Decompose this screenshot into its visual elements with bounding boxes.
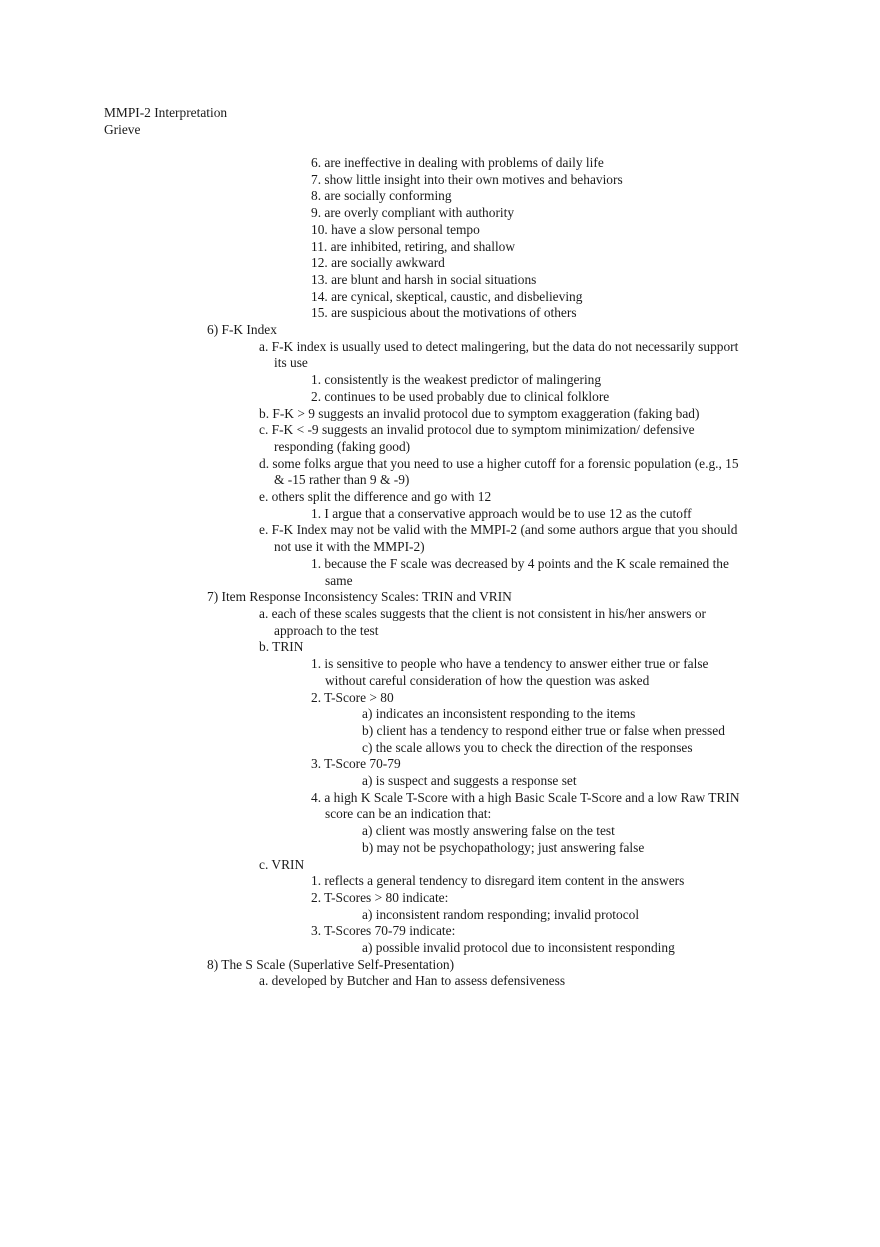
outline-line: its use: [274, 355, 308, 371]
outline-line: c. VRIN: [259, 856, 305, 872]
outline-line: approach to the test: [274, 622, 379, 638]
outline-line: 7) Item Response Inconsistency Scales: TRIN and VRIN: [207, 589, 512, 605]
outline-line: a) is suspect and suggests a response set: [362, 773, 577, 789]
document-title: MMPI-2 Interpretation: [104, 105, 228, 120]
outline-line: 1. consistently is the weakest predictor of malingering: [311, 372, 602, 388]
outline-line: a. developed by Butcher and Han to assess defensiveness: [259, 973, 566, 989]
outline-line: a) indicates an inconsistent responding to the items: [362, 706, 636, 722]
outline-line: b. F-K > 9 suggests an invalid protocol due to symptom exaggeration (faking bad): [259, 405, 700, 421]
outline-line: a) client was mostly answering false on the test: [362, 823, 615, 839]
outline-line: not use it with the MMPI-2): [274, 539, 425, 555]
outline-line: 2. continues to be used probably due to clinical folklore: [311, 388, 610, 404]
outline-line: 1. is sensitive to people who have a tendency to answer either true or false: [311, 656, 709, 672]
outline-line: 8. are socially conforming: [311, 188, 452, 204]
document-author: Grieve: [104, 122, 141, 137]
outline-line: responding (faking good): [274, 438, 411, 454]
outline-line: & -15 rather than 9 & -9): [274, 472, 410, 488]
outline-line: e. others split the difference and go with 12: [259, 489, 492, 505]
outline-line: b) may not be psychopathology; just answering false: [362, 839, 645, 855]
outline-line: b) client has a tendency to respond either true or false when pressed: [362, 722, 725, 738]
outline-line: 11. are inhibited, retiring, and shallow: [311, 238, 516, 254]
outline-line: 6) F-K Index: [207, 322, 277, 338]
outline-line: same: [325, 572, 353, 588]
outline-line: 12. are socially awkward: [311, 255, 445, 271]
outline-line: 4. a high K Scale T-Score with a high Basic Scale T-Score and a low Raw TRIN: [311, 789, 740, 805]
outline-line: score can be an indication that:: [325, 806, 492, 822]
outline-line: without careful consideration of how the question was asked: [325, 672, 650, 688]
outline-content: [0, 155, 880, 990]
outline-line: 9. are overly compliant with authority: [311, 205, 515, 221]
outline-line: 2. T-Scores > 80 indicate:: [311, 889, 449, 905]
outline-line: c. F-K < -9 suggests an invalid protocol due to symptom minimization/ defensive: [259, 422, 695, 438]
outline-line: 14. are cynical, skeptical, caustic, and disbelieving: [311, 288, 583, 304]
outline-line: 1. reflects a general tendency to disregard item content in the answers: [311, 873, 685, 889]
outline-line: a) inconsistent random responding; invalid protocol: [362, 906, 640, 922]
outline-line: e. F-K Index may not be valid with the MMPI-2 (and some authors argue that you should: [259, 522, 738, 538]
outline-line: 2. T-Score > 80: [311, 689, 394, 705]
outline-line: 1. because the F scale was decreased by 4 points and the K scale remained the: [311, 555, 729, 571]
outline-line: b. TRIN: [259, 639, 304, 655]
outline-line: a. each of these scales suggests that the client is not consistent in his/her answers or: [259, 605, 706, 621]
outline-line: a) possible invalid protocol due to inconsistent responding: [362, 940, 675, 956]
outline-line: 6. are ineffective in dealing with problems of daily life: [311, 155, 604, 170]
outline-line: 3. T-Score 70-79: [311, 756, 401, 772]
outline-line: c) the scale allows you to check the direction of the responses: [362, 739, 693, 755]
outline-line: 1. I argue that a conservative approach would be to use 12 as the cutoff: [311, 505, 692, 521]
outline-line: 7. show little insight into their own motives and behaviors: [311, 171, 623, 187]
outline-line: 15. are suspicious about the motivations of others: [311, 305, 577, 321]
outline-line: 13. are blunt and harsh in social situations: [311, 271, 537, 287]
page-header: [104, 104, 227, 138]
outline-line: 8) The S Scale (Superlative Self-Presentation): [207, 956, 455, 972]
outline-line: a. F-K index is usually used to detect malingering, but the data do not necessarily support: [259, 338, 739, 354]
outline-line: 3. T-Scores 70-79 indicate:: [311, 923, 456, 939]
outline-line: d. some folks argue that you need to use a higher cutoff for a forensic population (e.g., 15: [259, 455, 739, 471]
outline-line: 10. have a slow personal tempo: [311, 221, 480, 237]
